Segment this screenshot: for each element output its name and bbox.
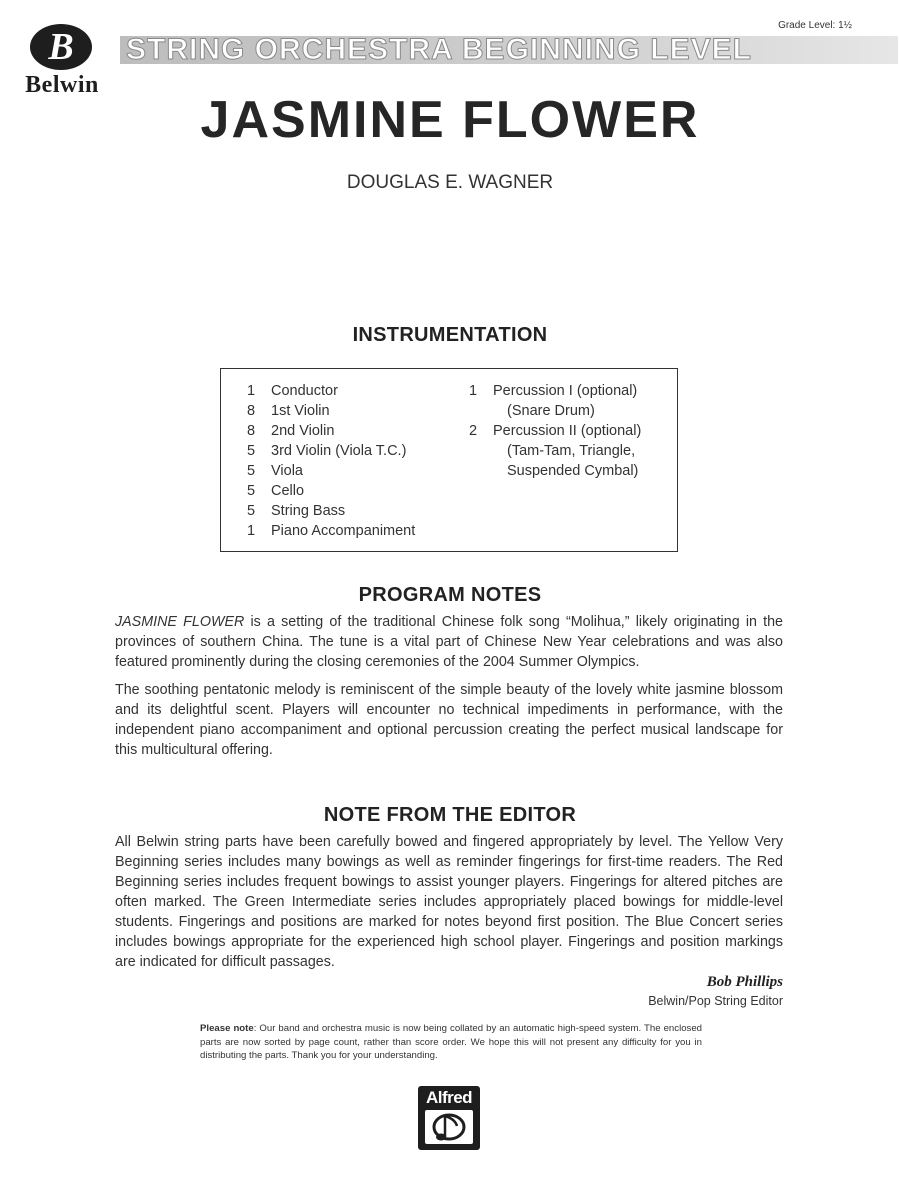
instrument-detail: (Tam-Tam, Triangle, [507,443,636,459]
instrument-row: 1 Conductor [247,383,338,399]
instrumentation-right-column [469,381,641,481]
program-notes-heading: PROGRAM NOTES [358,584,542,606]
instrument-row: 1 Percussion I (optional) [469,383,638,399]
instrumentation-heading: INSTRUMENTATION [352,324,548,346]
program-notes-paragraph-1: JASMINE FLOWER is a setting of the traditional Chinese folk song “Molihua,” likely originating in the provinces of southern China. The tune is a vital part of Chinese New Year celebrations and was also featured prominently during the closing ceremonies of the 2004 Summer Olympics. [115,614,783,670]
instrument-row: 5 Cello [247,483,305,499]
instrument-detail: Suspended Cymbal) [507,463,639,479]
instrumentation-box [220,368,678,552]
editor-note-body: All Belwin string parts have been carefully bowed and fingered appropriately by level. The Yellow Very Beginning series includes many bowings as well as reminder fingerings for first-time readers. The Red Beginning series includes frequent bowings to assist younger players. Fingerings for altered pitches are often marked. The Green Intermediate series includes appropriately placed bowings for middle-level students. Fingerings and positions are marked for notes beyond first position. The Blue Concert series includes bowings appropriate for the experienced high school player. Fingerings and position markings are indicated for difficult passages. [115,834,783,970]
series-label: STRING ORCHESTRA BEGINNING LEVEL [126,33,752,66]
editor-signature: Bob Phillips [706,974,783,990]
editor-title: Belwin/Pop String Editor [648,994,783,1008]
instrument-row: 5 Viola [247,463,303,479]
instrument-row: 1 Piano Accompaniment [247,523,416,539]
program-notes-paragraph-2: The soothing pentatonic melody is reminiscent of the simple beauty of the lovely white jasmine blossom and its delightful scent. Players will encounter no technical impediments in performance, with the independent piano accompaniment and optional percussion creating the perfect musical landscape for this multicultural offering. [115,682,783,758]
editor-note-heading: NOTE FROM THE EDITOR [323,804,577,826]
piece-title: JASMINE FLOWER [200,91,700,149]
instrumentation-left-column [247,381,415,541]
instrument-row: 8 1st Violin [247,403,330,419]
grade-level: Grade Level: 1½ [778,20,852,31]
alfred-music-icon [425,1110,473,1144]
alfred-logo [418,1086,480,1150]
alfred-wordmark: Alfred [425,1088,473,1107]
instrument-detail: (Snare Drum) [507,403,595,419]
instrument-row: 5 3rd Violin (Viola T.C.) [247,443,407,459]
instrument-row: 8 2nd Violin [247,423,335,439]
belwin-wordmark: Belwin [25,72,99,98]
composer-name: DOUGLAS E. WAGNER [346,172,554,193]
belwin-b-mark: B [30,24,92,70]
series-banner [120,33,898,66]
please-note: Please note: Our band and orchestra music is now being collated by an automatic high-speed system. The enclosed parts are now sorted by page count, rather than score order. We hope this will not present any difficulty for you in distributing the parts. Thank you for your understanding. [200,1023,703,1061]
instrument-row: 2 Percussion II (optional) [469,423,642,439]
instrument-row: 5 String Bass [247,503,346,519]
